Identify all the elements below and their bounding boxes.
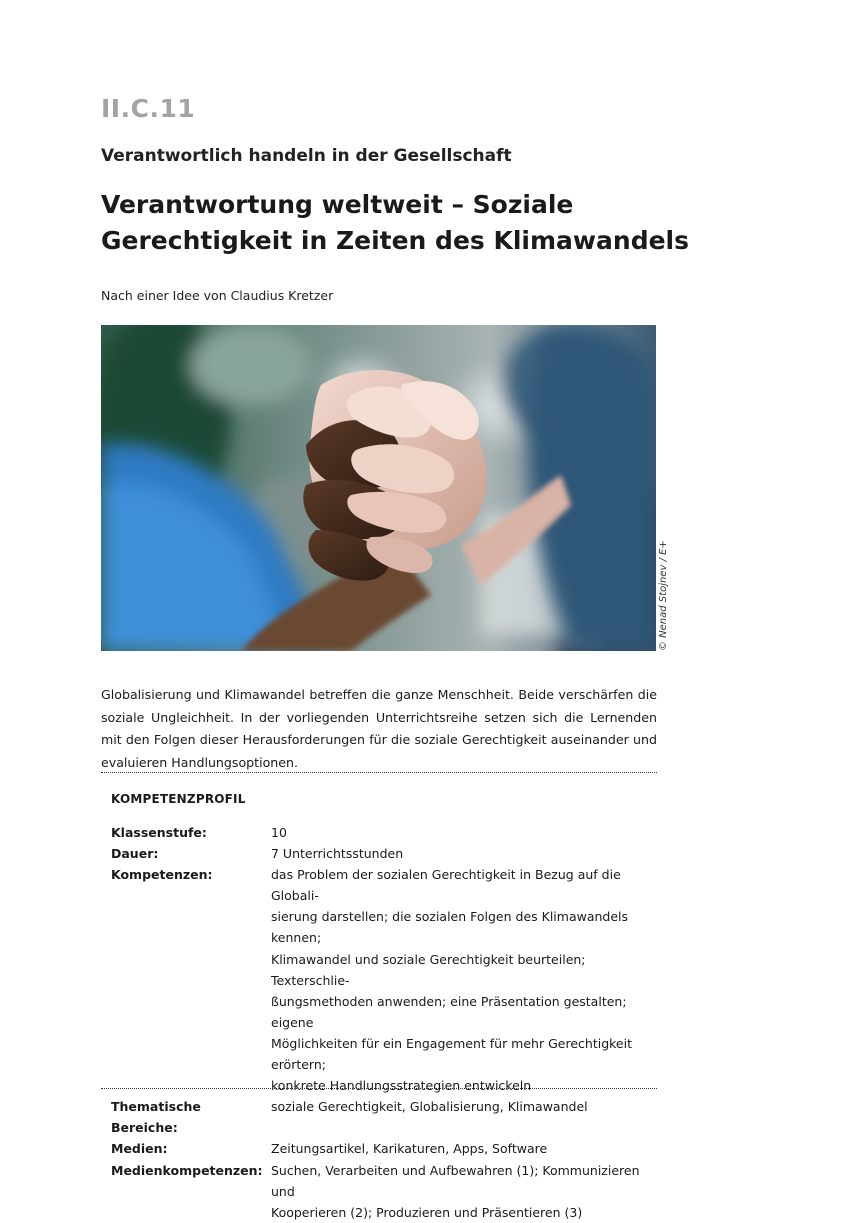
profile-heading: KOMPETENZPROFIL	[111, 792, 246, 806]
profile-label: Thematische Bereiche:	[111, 1099, 201, 1136]
profile-row	[111, 864, 656, 1096]
profile-value-line: ßungsmethoden anwenden; eine Präsentation gestalten; eigene	[271, 993, 627, 1030]
profile-value	[271, 1160, 656, 1223]
profile-value	[271, 1096, 656, 1138]
profile-row	[111, 843, 656, 864]
profile-label: Kompetenzen:	[111, 867, 213, 883]
document-title	[101, 187, 701, 259]
profile-row	[111, 1138, 656, 1159]
profile-value	[271, 1138, 656, 1159]
profile-value-line: Zeitungsartikel, Karikaturen, Apps, Software	[271, 1141, 548, 1157]
dotted-divider-bottom	[101, 1088, 657, 1089]
profile-value-line: Klimawandel und soziale Gerechtigkeit beurteilen; Texterschlie-	[271, 951, 586, 988]
profile-value-line: Möglichkeiten für ein Engagement für mehr Gerechtigkeit erörtern;	[271, 1035, 632, 1073]
cover-photo-handshake	[101, 325, 656, 651]
profile-row	[111, 1096, 656, 1138]
profile-value-line: sierung darstellen; die sozialen Folgen des Klimawandels kennen;	[271, 909, 629, 946]
author-credit: Nach einer Idee von Claudius Kretzer	[101, 288, 334, 303]
profile-row	[111, 1160, 656, 1223]
profile-label: Dauer:	[111, 846, 159, 862]
profile-label: Medienkompetenzen:	[111, 1162, 263, 1178]
dotted-divider-top	[101, 772, 657, 773]
profile-label: Klassenstufe:	[111, 825, 207, 840]
profile-value-line: das Problem der sozialen Gerechtigkeit in Bezug auf die Globali-	[271, 867, 621, 904]
profile-value-line: soziale Gerechtigkeit, Globalisierung, Klimawandel	[271, 1099, 588, 1115]
profile-value-line: Kooperieren (2); Produzieren und Präsentieren (3)	[271, 1204, 583, 1220]
profile-value	[271, 822, 656, 843]
document-title-line: Gerechtigkeit in Zeiten des Klimawandels	[101, 226, 689, 255]
profile-value-line: Suchen, Verarbeiten und Aufbewahren (1); Kommunizieren und	[271, 1162, 640, 1199]
photo-credit: © Nenad Stojnev / E+	[658, 540, 669, 651]
profile-value-line: 10	[271, 825, 287, 840]
intro-paragraph: Globalisierung und Klimawandel betreffen die ganze Menschheit. Beide verschärfen die soziale Ungleichheit. In der vorliegenden Unterrichtsreihe setzen sich die Lernenden mit den Folgen dieser Herausforderungen für die soziale Gerechtigkeit auseinander und evaluieren Handlungsoptionen.	[101, 687, 657, 770]
unit-code: II.C.11	[101, 94, 196, 123]
profile-row	[111, 822, 656, 843]
document-title-line: Verantwortung weltweit – Soziale	[101, 190, 574, 219]
profile-value-line: konkrete Handlungsstrategien entwickeln	[271, 1078, 532, 1094]
profile-value	[271, 864, 656, 1096]
series-title: Verantwortlich handeln in der Gesellschaft	[101, 146, 512, 166]
competence-profile-table	[111, 822, 656, 1223]
profile-value	[271, 843, 656, 864]
profile-value-line: 7 Unterrichtsstunden	[271, 846, 404, 862]
profile-label: Medien:	[111, 1141, 168, 1157]
